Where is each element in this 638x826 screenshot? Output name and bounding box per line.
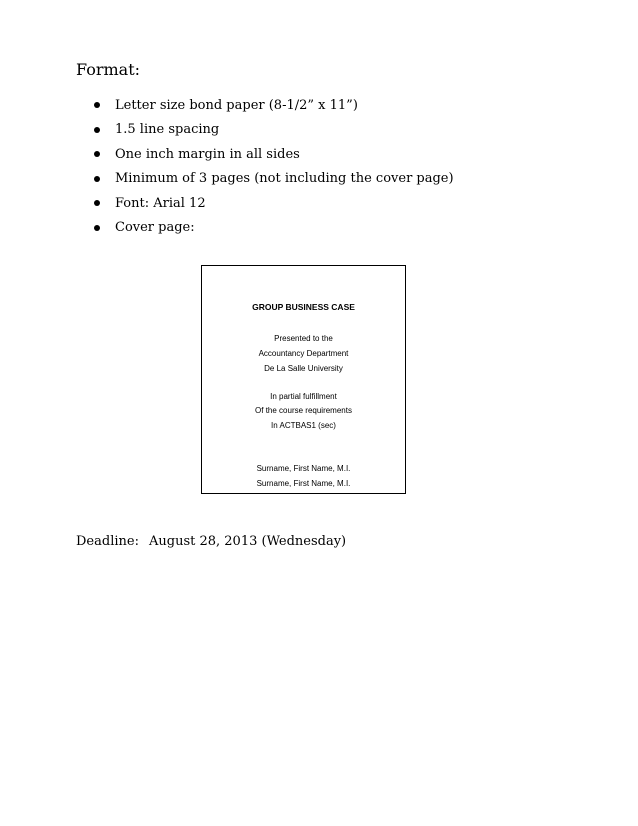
format-item-margin: [82, 142, 454, 167]
bullet-icon: [94, 151, 100, 157]
bullet-icon: [94, 200, 100, 206]
format-item-label: Letter size bond paper (8-1/2” x 11”): [115, 97, 358, 113]
format-item-label: One inch margin in all sides: [115, 146, 300, 162]
cover-course-requirements: Of the course requirements: [255, 406, 352, 415]
format-item-pages: [82, 167, 454, 192]
cover-course: In ACTBAS1 (sec): [271, 421, 336, 430]
cover-university: De La Salle University: [264, 364, 343, 373]
cover-department: Accountancy Department: [258, 349, 349, 358]
cover-fulfillment: In partial fulfillment: [270, 392, 337, 401]
bullet-icon: [94, 176, 100, 182]
deadline-value: August 28, 2013 (Wednesday): [149, 534, 347, 549]
format-item-label: Cover page:: [115, 220, 195, 236]
cover-presented-to: Presented to the: [274, 334, 333, 343]
cover-title: GROUP BUSINESS CASE: [252, 302, 355, 312]
bullet-icon: [94, 225, 100, 231]
format-heading: Format:: [76, 60, 141, 79]
format-list: [82, 93, 454, 240]
bullet-icon: [94, 102, 100, 108]
format-item-label: Font: Arial 12: [115, 195, 206, 211]
format-item-font: [82, 191, 454, 216]
format-item-paper: [82, 93, 454, 118]
format-item-spacing: [82, 118, 454, 143]
deadline: [76, 533, 347, 551]
format-item-label: Minimum of 3 pages (not including the cover page): [115, 171, 454, 187]
format-item-label: 1.5 line spacing: [115, 122, 220, 138]
cover-member-1: Surname, First Name, M.I.: [256, 464, 351, 473]
deadline-label: Deadline:: [76, 534, 139, 549]
format-item-cover: [82, 216, 454, 241]
bullet-icon: [94, 127, 100, 133]
cover-page-sample: [201, 265, 406, 494]
cover-member-2: Surname, First Name, M.I.: [256, 479, 351, 488]
